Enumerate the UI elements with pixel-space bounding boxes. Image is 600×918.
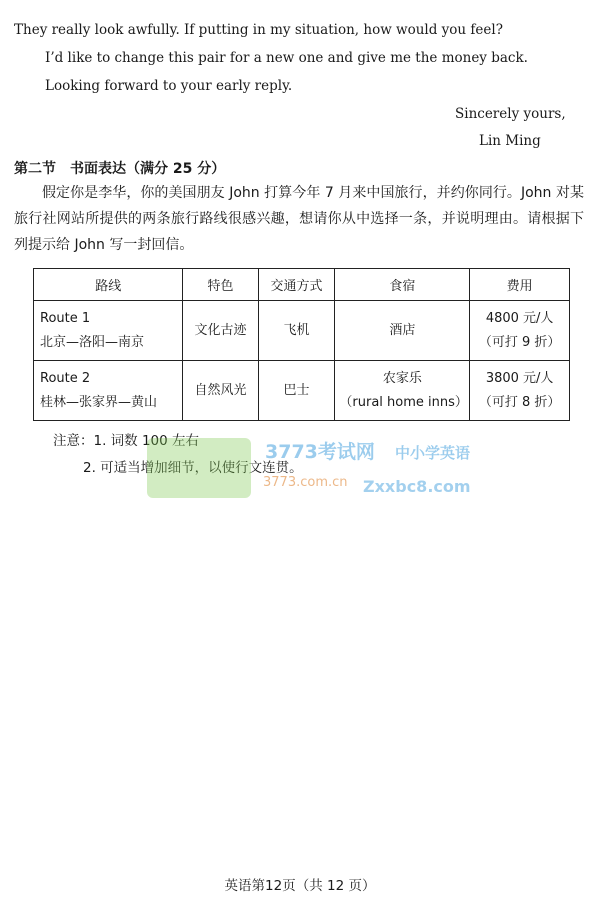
lodging-main: 农家乐 [382,370,422,386]
feature-cell: 文化古迹 [183,301,258,361]
price-cell [470,301,570,361]
route-path: 北京—洛阳—南京 [40,334,145,350]
price-discount: （可打 8 折） [478,394,561,410]
price-value: 3800 元/人 [485,370,554,386]
lodging-note: （rural home inns） [339,394,468,410]
letter-signature: Lin Ming [479,133,541,149]
route-name: Route 2 [40,370,91,386]
section-heading [14,158,225,178]
price-cell [470,361,570,421]
route-name: Route 1 [40,310,91,326]
table-header-row [34,269,570,301]
table-row [34,301,570,361]
task-prompt: 假定你是李华，你的美国朋友 John 打算今年 7 月来中国旅行，并约你同行。John 对某旅行社网站所提供的两条旅行路线很感兴趣，想请你从中选择一条，并说明理由。请根据下列提示给 John 写一封回信。 [14,185,584,253]
feature-cell: 自然风光 [183,361,258,421]
letter-line-1: They really look awfully. If putting in my situation, how would you feel? [14,22,503,38]
section-number: 第二节 [14,161,56,177]
letter-closing: Sincerely yours, [455,106,566,122]
transport-cell: 飞机 [258,301,335,361]
header-price: 费用 [470,269,570,301]
routes-table [33,268,570,421]
header-transport: 交通方式 [258,269,335,301]
route-path: 桂林—张家界—黄山 [40,394,158,410]
table-row [34,361,570,421]
watermark-text-3: 3773.com.cn [263,475,348,490]
page-footer: 英语第12页（共 12 页） [224,878,376,894]
notes [53,428,303,482]
watermark-text-2: 中小学英语 [395,444,471,462]
route-cell [34,301,183,361]
note-line-1: 注意：1. 词数 100 左右 [53,433,200,449]
lodging-main: 酒店 [389,322,416,338]
letter-line-2: I’d like to change this pair for a new one and give me the money back. [45,50,528,66]
section-title: 书面表达（满分 25 分） [70,161,226,177]
watermark-text-1: 3773考试网 [265,441,375,463]
lodging-cell [335,301,470,361]
route-cell [34,361,183,421]
price-value: 4800 元/人 [485,310,554,326]
header-route: 路线 [34,269,183,301]
header-lodging: 食宿 [335,269,470,301]
price-discount: （可打 9 折） [478,334,561,350]
letter-line-3: Looking forward to your early reply. [45,78,293,94]
header-feature: 特色 [183,269,258,301]
note-line-2: 2. 可适当增加细节，以使行文连贯。 [83,460,303,476]
transport-cell: 巴士 [258,361,335,421]
watermark-text-4: Zxxbc8.com [363,477,471,496]
lodging-cell [335,361,470,421]
